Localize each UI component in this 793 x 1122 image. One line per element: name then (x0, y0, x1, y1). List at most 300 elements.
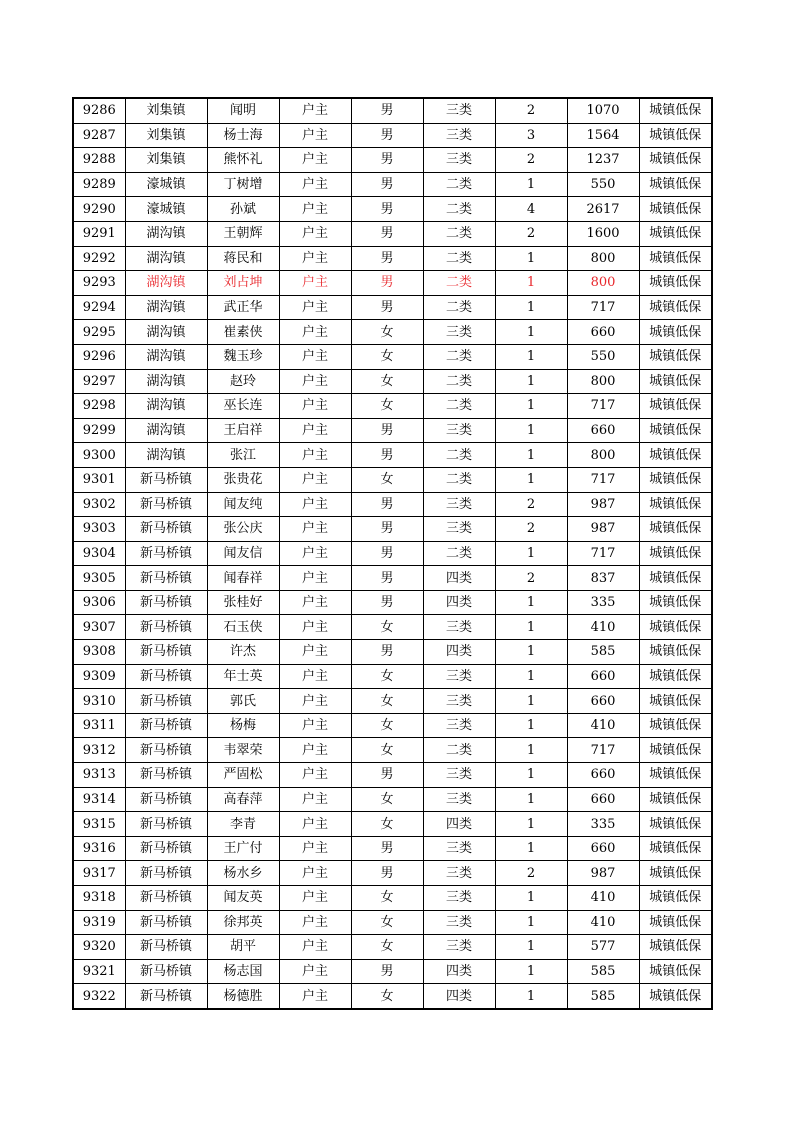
gender-cell: 男 (351, 148, 423, 173)
roster-table (72, 97, 713, 1010)
table-row (73, 394, 712, 419)
name-cell: 张公庆 (207, 517, 279, 542)
serial-number-cell: 9297 (73, 369, 125, 394)
gender-cell: 女 (351, 787, 423, 812)
aid-type-cell: 城镇低保 (639, 738, 712, 763)
table-row (73, 615, 712, 640)
household-size-cell: 1 (495, 369, 567, 394)
serial-number-cell: 9321 (73, 959, 125, 984)
name-cell: 丁树增 (207, 172, 279, 197)
amount-cell: 1600 (567, 221, 639, 246)
aid-type-cell: 城镇低保 (639, 344, 712, 369)
amount-cell: 410 (567, 886, 639, 911)
relation-cell: 户主 (279, 787, 351, 812)
table-row (73, 246, 712, 271)
household-size-cell: 1 (495, 713, 567, 738)
table-row (73, 763, 712, 788)
gender-cell: 男 (351, 98, 423, 123)
name-cell: 胡平 (207, 935, 279, 960)
table-row (73, 369, 712, 394)
serial-number-cell: 9288 (73, 148, 125, 173)
category-cell: 三类 (423, 763, 495, 788)
household-size-cell: 1 (495, 271, 567, 296)
category-cell: 二类 (423, 221, 495, 246)
town-cell: 湖沟镇 (125, 246, 207, 271)
town-cell: 湖沟镇 (125, 320, 207, 345)
category-cell: 三类 (423, 517, 495, 542)
amount-cell: 410 (567, 713, 639, 738)
category-cell: 二类 (423, 295, 495, 320)
category-cell: 四类 (423, 640, 495, 665)
category-cell: 四类 (423, 566, 495, 591)
table-row (73, 418, 712, 443)
relation-cell: 户主 (279, 271, 351, 296)
name-cell: 熊怀礼 (207, 148, 279, 173)
table-row (73, 98, 712, 123)
name-cell: 闻明 (207, 98, 279, 123)
household-size-cell: 1 (495, 836, 567, 861)
name-cell: 杨志国 (207, 959, 279, 984)
gender-cell: 女 (351, 689, 423, 714)
relation-cell: 户主 (279, 959, 351, 984)
name-cell: 王广付 (207, 836, 279, 861)
table-row (73, 910, 712, 935)
category-cell: 二类 (423, 738, 495, 763)
gender-cell: 女 (351, 738, 423, 763)
relation-cell: 户主 (279, 295, 351, 320)
table-row (73, 492, 712, 517)
amount-cell: 577 (567, 935, 639, 960)
aid-type-cell: 城镇低保 (639, 541, 712, 566)
household-size-cell: 2 (495, 517, 567, 542)
town-cell: 刘集镇 (125, 98, 207, 123)
serial-number-cell: 9294 (73, 295, 125, 320)
table-row (73, 517, 712, 542)
household-size-cell: 1 (495, 689, 567, 714)
town-cell: 新马桥镇 (125, 640, 207, 665)
name-cell: 孙斌 (207, 197, 279, 222)
category-cell: 三类 (423, 148, 495, 173)
aid-type-cell: 城镇低保 (639, 172, 712, 197)
relation-cell: 户主 (279, 98, 351, 123)
gender-cell: 男 (351, 123, 423, 148)
name-cell: 闻友信 (207, 541, 279, 566)
name-cell: 年士英 (207, 664, 279, 689)
serial-number-cell: 9311 (73, 713, 125, 738)
serial-number-cell: 9316 (73, 836, 125, 861)
relation-cell: 户主 (279, 246, 351, 271)
amount-cell: 550 (567, 344, 639, 369)
gender-cell: 女 (351, 910, 423, 935)
category-cell: 四类 (423, 984, 495, 1009)
amount-cell: 410 (567, 910, 639, 935)
relation-cell: 户主 (279, 467, 351, 492)
amount-cell: 660 (567, 787, 639, 812)
serial-number-cell: 9302 (73, 492, 125, 517)
table-row (73, 787, 712, 812)
gender-cell: 男 (351, 517, 423, 542)
name-cell: 许杰 (207, 640, 279, 665)
serial-number-cell: 9314 (73, 787, 125, 812)
table-row (73, 935, 712, 960)
town-cell: 濠城镇 (125, 172, 207, 197)
table-row (73, 713, 712, 738)
gender-cell: 男 (351, 590, 423, 615)
table-row (73, 689, 712, 714)
category-cell: 三类 (423, 492, 495, 517)
gender-cell: 女 (351, 615, 423, 640)
aid-type-cell: 城镇低保 (639, 910, 712, 935)
amount-cell: 800 (567, 246, 639, 271)
relation-cell: 户主 (279, 148, 351, 173)
household-size-cell: 1 (495, 910, 567, 935)
table-row (73, 344, 712, 369)
serial-number-cell: 9296 (73, 344, 125, 369)
aid-type-cell: 城镇低保 (639, 935, 712, 960)
name-cell: 韦翠荣 (207, 738, 279, 763)
gender-cell: 男 (351, 443, 423, 468)
household-size-cell: 4 (495, 197, 567, 222)
category-cell: 三类 (423, 98, 495, 123)
relation-cell: 户主 (279, 935, 351, 960)
town-cell: 湖沟镇 (125, 295, 207, 320)
aid-type-cell: 城镇低保 (639, 320, 712, 345)
gender-cell: 男 (351, 492, 423, 517)
name-cell: 王启祥 (207, 418, 279, 443)
household-size-cell: 3 (495, 123, 567, 148)
category-cell: 二类 (423, 394, 495, 419)
town-cell: 湖沟镇 (125, 344, 207, 369)
household-size-cell: 2 (495, 492, 567, 517)
household-size-cell: 2 (495, 861, 567, 886)
amount-cell: 660 (567, 763, 639, 788)
serial-number-cell: 9290 (73, 197, 125, 222)
household-size-cell: 1 (495, 344, 567, 369)
aid-type-cell: 城镇低保 (639, 295, 712, 320)
serial-number-cell: 9304 (73, 541, 125, 566)
category-cell: 二类 (423, 246, 495, 271)
town-cell: 新马桥镇 (125, 590, 207, 615)
category-cell: 四类 (423, 959, 495, 984)
aid-type-cell: 城镇低保 (639, 369, 712, 394)
serial-number-cell: 9320 (73, 935, 125, 960)
relation-cell: 户主 (279, 541, 351, 566)
town-cell: 新马桥镇 (125, 738, 207, 763)
amount-cell: 2617 (567, 197, 639, 222)
aid-type-cell: 城镇低保 (639, 664, 712, 689)
household-size-cell: 2 (495, 98, 567, 123)
aid-type-cell: 城镇低保 (639, 615, 712, 640)
gender-cell: 女 (351, 394, 423, 419)
roster-body (73, 98, 712, 1009)
category-cell: 三类 (423, 836, 495, 861)
table-row (73, 984, 712, 1009)
name-cell: 石玉侠 (207, 615, 279, 640)
gender-cell: 女 (351, 984, 423, 1009)
category-cell: 三类 (423, 861, 495, 886)
gender-cell: 男 (351, 197, 423, 222)
aid-type-cell: 城镇低保 (639, 886, 712, 911)
table-row (73, 172, 712, 197)
town-cell: 新马桥镇 (125, 517, 207, 542)
town-cell: 新马桥镇 (125, 935, 207, 960)
household-size-cell: 1 (495, 541, 567, 566)
amount-cell: 1237 (567, 148, 639, 173)
name-cell: 杨士海 (207, 123, 279, 148)
household-size-cell: 1 (495, 320, 567, 345)
town-cell: 新马桥镇 (125, 886, 207, 911)
serial-number-cell: 9293 (73, 271, 125, 296)
serial-number-cell: 9300 (73, 443, 125, 468)
amount-cell: 1564 (567, 123, 639, 148)
household-size-cell: 1 (495, 615, 567, 640)
amount-cell: 800 (567, 443, 639, 468)
table-row (73, 148, 712, 173)
category-cell: 二类 (423, 369, 495, 394)
category-cell: 二类 (423, 467, 495, 492)
gender-cell: 女 (351, 344, 423, 369)
name-cell: 蒋民和 (207, 246, 279, 271)
household-size-cell: 1 (495, 935, 567, 960)
category-cell: 二类 (423, 271, 495, 296)
name-cell: 杨德胜 (207, 984, 279, 1009)
gender-cell: 女 (351, 664, 423, 689)
gender-cell: 男 (351, 861, 423, 886)
category-cell: 二类 (423, 541, 495, 566)
aid-type-cell: 城镇低保 (639, 959, 712, 984)
town-cell: 刘集镇 (125, 148, 207, 173)
household-size-cell: 1 (495, 984, 567, 1009)
serial-number-cell: 9313 (73, 763, 125, 788)
table-row (73, 320, 712, 345)
gender-cell: 女 (351, 812, 423, 837)
name-cell: 徐邦英 (207, 910, 279, 935)
name-cell: 张贵花 (207, 467, 279, 492)
serial-number-cell: 9299 (73, 418, 125, 443)
serial-number-cell: 9315 (73, 812, 125, 837)
relation-cell: 户主 (279, 664, 351, 689)
serial-number-cell: 9295 (73, 320, 125, 345)
serial-number-cell: 9310 (73, 689, 125, 714)
gender-cell: 男 (351, 271, 423, 296)
gender-cell: 男 (351, 246, 423, 271)
name-cell: 张江 (207, 443, 279, 468)
aid-type-cell: 城镇低保 (639, 689, 712, 714)
serial-number-cell: 9312 (73, 738, 125, 763)
relation-cell: 户主 (279, 812, 351, 837)
relation-cell: 户主 (279, 910, 351, 935)
town-cell: 新马桥镇 (125, 713, 207, 738)
aid-type-cell: 城镇低保 (639, 836, 712, 861)
gender-cell: 男 (351, 836, 423, 861)
serial-number-cell: 9286 (73, 98, 125, 123)
town-cell: 湖沟镇 (125, 221, 207, 246)
relation-cell: 户主 (279, 172, 351, 197)
household-size-cell: 2 (495, 566, 567, 591)
town-cell: 新马桥镇 (125, 566, 207, 591)
household-size-cell: 1 (495, 590, 567, 615)
name-cell: 郭氏 (207, 689, 279, 714)
category-cell: 三类 (423, 123, 495, 148)
gender-cell: 男 (351, 763, 423, 788)
town-cell: 湖沟镇 (125, 394, 207, 419)
aid-type-cell: 城镇低保 (639, 984, 712, 1009)
table-row (73, 886, 712, 911)
name-cell: 武正华 (207, 295, 279, 320)
aid-type-cell: 城镇低保 (639, 221, 712, 246)
town-cell: 新马桥镇 (125, 689, 207, 714)
town-cell: 湖沟镇 (125, 443, 207, 468)
gender-cell: 男 (351, 959, 423, 984)
household-size-cell: 1 (495, 959, 567, 984)
household-size-cell: 1 (495, 418, 567, 443)
serial-number-cell: 9287 (73, 123, 125, 148)
relation-cell: 户主 (279, 344, 351, 369)
category-cell: 三类 (423, 664, 495, 689)
household-size-cell: 1 (495, 443, 567, 468)
relation-cell: 户主 (279, 197, 351, 222)
serial-number-cell: 9298 (73, 394, 125, 419)
serial-number-cell: 9317 (73, 861, 125, 886)
category-cell: 三类 (423, 615, 495, 640)
household-size-cell: 1 (495, 812, 567, 837)
gender-cell: 男 (351, 418, 423, 443)
town-cell: 新马桥镇 (125, 615, 207, 640)
name-cell: 王朝辉 (207, 221, 279, 246)
amount-cell: 660 (567, 689, 639, 714)
amount-cell: 717 (567, 738, 639, 763)
table-row (73, 959, 712, 984)
name-cell: 刘占坤 (207, 271, 279, 296)
town-cell: 新马桥镇 (125, 664, 207, 689)
name-cell: 魏玉珍 (207, 344, 279, 369)
relation-cell: 户主 (279, 640, 351, 665)
category-cell: 四类 (423, 590, 495, 615)
aid-type-cell: 城镇低保 (639, 566, 712, 591)
table-row (73, 566, 712, 591)
serial-number-cell: 9301 (73, 467, 125, 492)
serial-number-cell: 9291 (73, 221, 125, 246)
table-row (73, 590, 712, 615)
relation-cell: 户主 (279, 492, 351, 517)
household-size-cell: 1 (495, 246, 567, 271)
name-cell: 杨水乡 (207, 861, 279, 886)
relation-cell: 户主 (279, 320, 351, 345)
amount-cell: 987 (567, 492, 639, 517)
serial-number-cell: 9292 (73, 246, 125, 271)
amount-cell: 660 (567, 836, 639, 861)
relation-cell: 户主 (279, 713, 351, 738)
town-cell: 新马桥镇 (125, 861, 207, 886)
category-cell: 四类 (423, 812, 495, 837)
amount-cell: 550 (567, 172, 639, 197)
aid-type-cell: 城镇低保 (639, 713, 712, 738)
town-cell: 新马桥镇 (125, 541, 207, 566)
gender-cell: 女 (351, 886, 423, 911)
household-size-cell: 1 (495, 394, 567, 419)
table-row (73, 738, 712, 763)
serial-number-cell: 9305 (73, 566, 125, 591)
amount-cell: 585 (567, 984, 639, 1009)
amount-cell: 717 (567, 467, 639, 492)
name-cell: 张桂好 (207, 590, 279, 615)
town-cell: 新马桥镇 (125, 467, 207, 492)
table-row (73, 443, 712, 468)
gender-cell: 男 (351, 221, 423, 246)
aid-type-cell: 城镇低保 (639, 271, 712, 296)
aid-type-cell: 城镇低保 (639, 787, 712, 812)
aid-type-cell: 城镇低保 (639, 246, 712, 271)
gender-cell: 男 (351, 541, 423, 566)
serial-number-cell: 9309 (73, 664, 125, 689)
gender-cell: 男 (351, 640, 423, 665)
aid-type-cell: 城镇低保 (639, 861, 712, 886)
aid-type-cell: 城镇低保 (639, 640, 712, 665)
serial-number-cell: 9319 (73, 910, 125, 935)
town-cell: 新马桥镇 (125, 812, 207, 837)
relation-cell: 户主 (279, 369, 351, 394)
table-row (73, 295, 712, 320)
name-cell: 杨梅 (207, 713, 279, 738)
relation-cell: 户主 (279, 566, 351, 591)
town-cell: 新马桥镇 (125, 910, 207, 935)
gender-cell: 男 (351, 295, 423, 320)
category-cell: 二类 (423, 344, 495, 369)
amount-cell: 585 (567, 959, 639, 984)
household-size-cell: 1 (495, 664, 567, 689)
gender-cell: 女 (351, 935, 423, 960)
name-cell: 严固松 (207, 763, 279, 788)
household-size-cell: 1 (495, 172, 567, 197)
aid-type-cell: 城镇低保 (639, 197, 712, 222)
relation-cell: 户主 (279, 123, 351, 148)
amount-cell: 800 (567, 271, 639, 296)
aid-type-cell: 城镇低保 (639, 590, 712, 615)
name-cell: 闻春祥 (207, 566, 279, 591)
table-row (73, 836, 712, 861)
relation-cell: 户主 (279, 221, 351, 246)
town-cell: 新马桥镇 (125, 984, 207, 1009)
gender-cell: 女 (351, 369, 423, 394)
town-cell: 新马桥镇 (125, 959, 207, 984)
relation-cell: 户主 (279, 984, 351, 1009)
table-row (73, 541, 712, 566)
gender-cell: 男 (351, 566, 423, 591)
table-row (73, 197, 712, 222)
relation-cell: 户主 (279, 836, 351, 861)
relation-cell: 户主 (279, 517, 351, 542)
town-cell: 刘集镇 (125, 123, 207, 148)
serial-number-cell: 9322 (73, 984, 125, 1009)
household-size-cell: 1 (495, 738, 567, 763)
relation-cell: 户主 (279, 689, 351, 714)
town-cell: 新马桥镇 (125, 787, 207, 812)
category-cell: 三类 (423, 910, 495, 935)
aid-type-cell: 城镇低保 (639, 812, 712, 837)
aid-type-cell: 城镇低保 (639, 418, 712, 443)
amount-cell: 717 (567, 295, 639, 320)
aid-type-cell: 城镇低保 (639, 148, 712, 173)
category-cell: 三类 (423, 689, 495, 714)
amount-cell: 585 (567, 640, 639, 665)
name-cell: 崔素侠 (207, 320, 279, 345)
relation-cell: 户主 (279, 443, 351, 468)
category-cell: 二类 (423, 197, 495, 222)
amount-cell: 717 (567, 541, 639, 566)
amount-cell: 335 (567, 590, 639, 615)
category-cell: 三类 (423, 320, 495, 345)
category-cell: 三类 (423, 713, 495, 738)
